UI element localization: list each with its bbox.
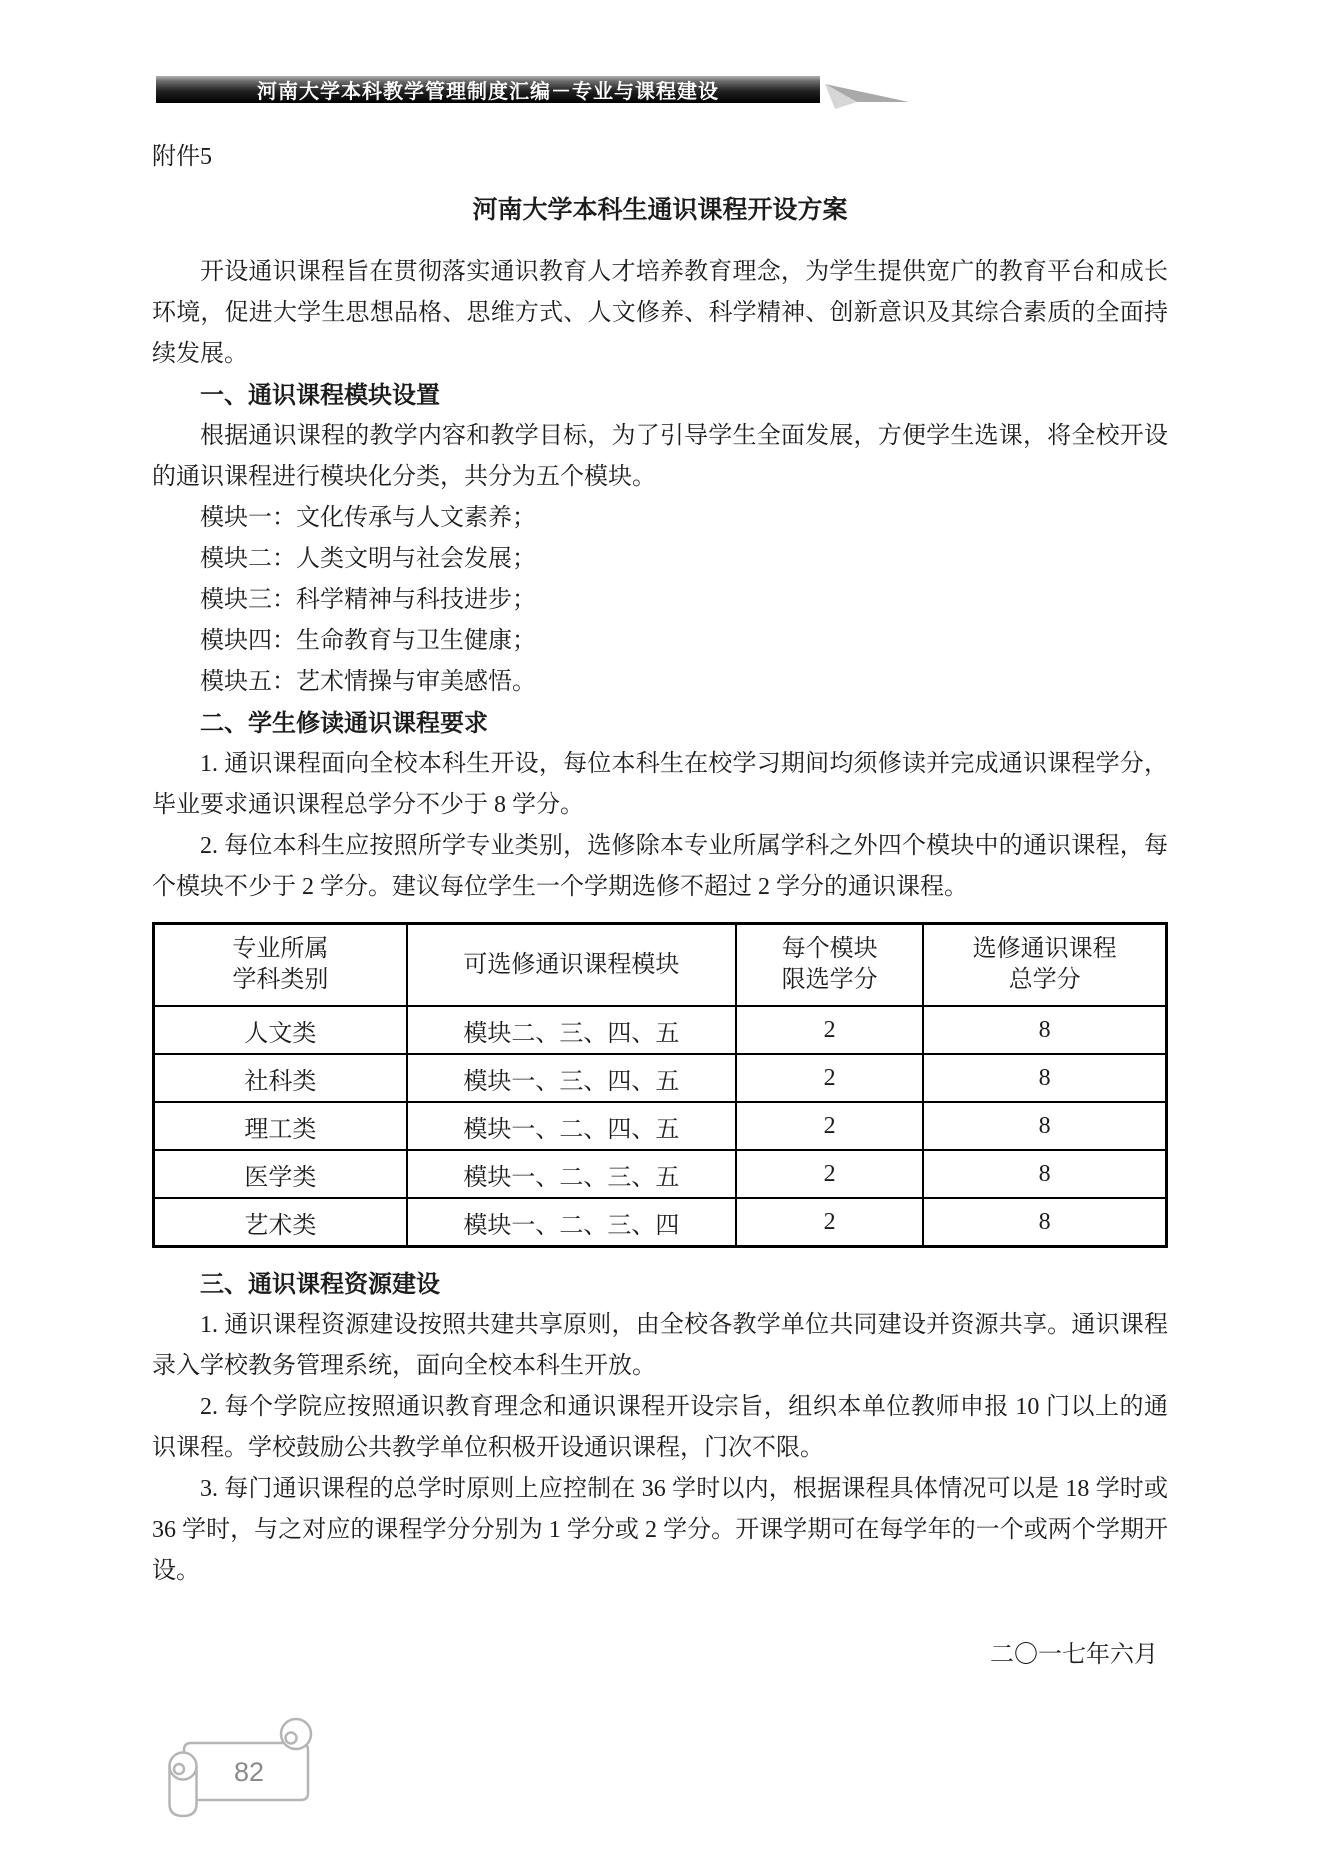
table-row: [154, 1102, 1167, 1150]
table-header-line: 总学分: [1008, 967, 1081, 993]
section1-heading: 一、通识课程模块设置: [200, 382, 440, 409]
table-cell: 2: [736, 1198, 923, 1247]
page-number-scroll-icon: [156, 1714, 326, 1824]
module-item-3: 模块三：科学精神与科技进步；: [200, 587, 536, 613]
table-header-line: 选修通识课程: [972, 936, 1117, 962]
header-bar-title: 河南大学本科教学管理制度汇编－专业与课程建设: [257, 81, 719, 103]
table-row: [154, 1006, 1167, 1054]
table-header-total-credit: [923, 924, 1166, 1007]
section2-paragraph-2: 2. 每位本科生应按照所学专业类别，选修除本专业所属学科之外四个模块中的通识课程，每个模块不少于 2 学分。建议每位学生一个学期选修不超过 2 学分的通识课程。: [152, 833, 1168, 900]
section3-paragraph-3: 3. 每门通识课程的总学时原则上应控制在 36 学时以内，根据课程具体情况可以是 18 学时或 36 学时，与之对应的课程学分分别为 1 学分或 2 学分。开课学期可在每学年的一个或两个学期开设。: [152, 1476, 1168, 1584]
table-cell: 8: [923, 1006, 1166, 1054]
section2-paragraph-1: 1. 通识课程面向全校本科生开设，每位本科生在校学习期间均须修读并完成通识课程学分，毕业要求通识课程总学分不少于 8 学分。: [152, 751, 1168, 818]
table-cell: 社科类: [154, 1054, 407, 1102]
table-header-line: 学科类别: [232, 967, 329, 993]
table-cell: 模块一、三、四、五: [407, 1054, 736, 1102]
table-cell: 人文类: [154, 1006, 407, 1054]
section2-heading: 二、学生修读通识课程要求: [200, 710, 488, 737]
table-header-line: 限选学分: [781, 967, 878, 993]
table-header-module-credit: [736, 924, 923, 1007]
attachment-label: 附件5: [152, 144, 212, 170]
section1-paragraph: 根据通识课程的教学内容和教学目标，为了引导学生全面发展，方便学生选课，将全校开设的通识课程进行模块化分类，共分为五个模块。: [152, 423, 1168, 490]
table-header-line: 可选修通识课程模块: [463, 951, 680, 978]
table-cell: 2: [736, 1006, 923, 1054]
table-header-line: 专业所属: [232, 936, 329, 962]
section3-paragraph-1: 1. 通识课程资源建设按照共建共享原则，由全校各教学单位共同建设并资源共享。通识课程录入学校教务管理系统，面向全校本科生开放。: [152, 1312, 1168, 1379]
module-item-5: 模块五：艺术情操与审美感悟。: [200, 669, 536, 695]
table-row: [154, 1198, 1167, 1247]
module-list: [152, 498, 1168, 703]
table-cell: 8: [923, 1150, 1166, 1198]
table-header-line: 每个模块: [781, 936, 878, 962]
page-number: 82: [233, 1757, 265, 1787]
module-item-2: 模块二：人类文明与社会发展；: [200, 546, 536, 572]
table-cell: 模块二、三、四、五: [407, 1006, 736, 1054]
table-row: [154, 1150, 1167, 1198]
document-title: 河南大学本科生通识课程开设方案: [472, 196, 848, 224]
table-cell: 2: [736, 1054, 923, 1102]
table-cell: 艺术类: [154, 1198, 407, 1247]
table-cell: 8: [923, 1102, 1166, 1150]
table-header-category: [154, 924, 407, 1007]
table-cell: 模块一、二、三、四: [407, 1198, 736, 1247]
intro-paragraph: 开设通识课程旨在贯彻落实通识教育人才培养教育理念，为学生提供宽广的教育平台和成长环境，促进大学生思想品格、思维方式、人文修养、科学精神、创新意识及其综合素质的全面持续发展。: [152, 259, 1168, 367]
table-cell: 模块一、二、四、五: [407, 1102, 736, 1150]
table-cell: 2: [736, 1102, 923, 1150]
table-row: [154, 1054, 1167, 1102]
table-header-row: [154, 924, 1167, 1007]
section3-heading: 三、通识课程资源建设: [200, 1271, 440, 1298]
module-item-1: 模块一：文化传承与人文素养；: [200, 505, 536, 531]
table-header-modules: [407, 924, 736, 1007]
table-cell: 医学类: [154, 1150, 407, 1198]
table-cell: 8: [923, 1198, 1166, 1247]
document-date: 二〇一七年六月: [990, 1642, 1158, 1668]
table-cell: 8: [923, 1054, 1166, 1102]
header-arrow-icon: [823, 76, 911, 114]
credit-requirements-table: [152, 922, 1168, 1248]
table-cell: 模块一、二、三、五: [407, 1150, 736, 1198]
section3-paragraph-2: 2. 每个学院应按照通识教育理念和通识课程开设宗旨，组织本单位教师申报 10 门以上的通识课程。学校鼓励公共教学单位积极开设通识课程，门次不限。: [152, 1394, 1168, 1461]
table-cell: 理工类: [154, 1102, 407, 1150]
table-cell: 2: [736, 1150, 923, 1198]
header-bar: [156, 76, 820, 103]
module-item-4: 模块四：生命教育与卫生健康；: [200, 628, 536, 654]
